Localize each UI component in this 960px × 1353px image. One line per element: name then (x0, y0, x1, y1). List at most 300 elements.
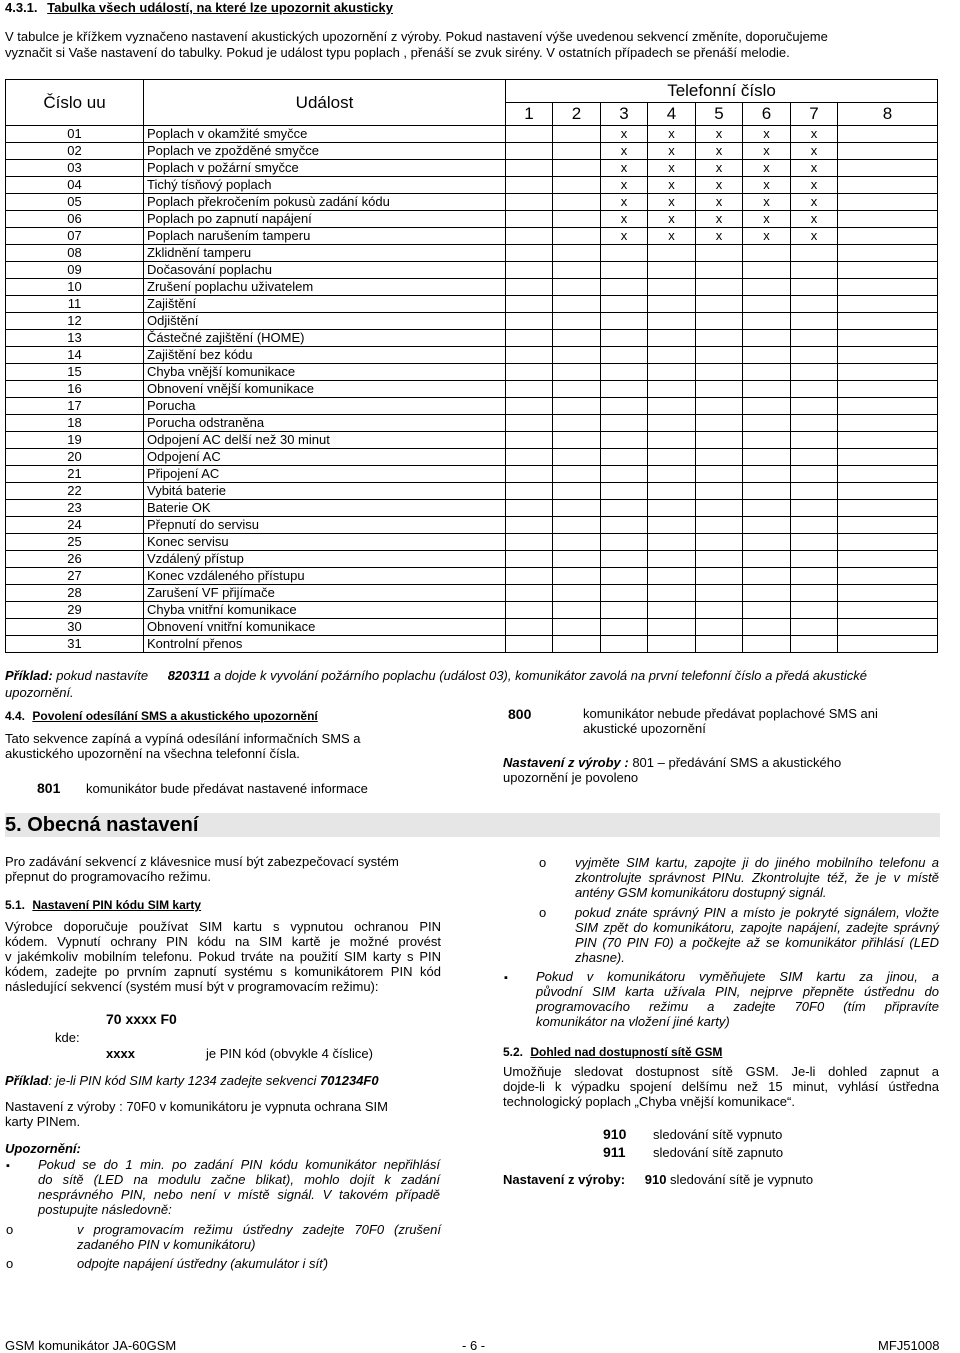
pin-factory-line: Nastavení z výroby : 70F0 v komunikátoru je vypnuta ochrana SIM (5, 1099, 388, 1114)
phone-mark-cell[interactable] (743, 500, 791, 517)
phone-mark-cell[interactable] (696, 551, 743, 568)
phone-mark-cell[interactable] (696, 466, 743, 483)
phone-mark-cell[interactable] (601, 398, 648, 415)
table-row (6, 585, 938, 602)
phone-mark-cell[interactable] (506, 636, 553, 653)
phone-mark-cell[interactable]: x (743, 194, 791, 211)
phone-mark-cell[interactable] (743, 262, 791, 279)
phone-mark-cell[interactable] (506, 466, 553, 483)
phone-mark-cell[interactable] (696, 432, 743, 449)
phone-mark-cell[interactable] (601, 619, 648, 636)
phone-mark-cell[interactable] (648, 279, 696, 296)
phone-mark-cell[interactable] (553, 551, 601, 568)
phone-mark-cell[interactable] (791, 262, 838, 279)
phone-mark-cell[interactable] (553, 500, 601, 517)
phone-mark-cell[interactable] (743, 364, 791, 381)
table-row (6, 466, 938, 483)
phone-mark-cell[interactable] (743, 347, 791, 364)
phone-mark-cell[interactable] (506, 177, 553, 194)
phone-mark-cell[interactable] (506, 534, 553, 551)
phone-mark-cell[interactable] (648, 364, 696, 381)
phone-mark-cell[interactable] (506, 347, 553, 364)
warning-line: nesprávného PIN, nebo není v místě signál. V takovém případě (38, 1187, 440, 1202)
phone-mark-cell[interactable] (791, 432, 838, 449)
phone-mark-cell[interactable] (743, 568, 791, 585)
right-step-line: SIM zpět do komunikátoru, zapojte napájení, zadejte správný (575, 920, 939, 935)
event-name: Zajištění (144, 296, 506, 313)
phone-mark-cell[interactable] (648, 398, 696, 415)
event-number: 29 (6, 602, 144, 619)
warning-line: Pokud se do 1 min. po zadání PIN kódu komunikátor nepřihlásí (38, 1157, 440, 1172)
phone-mark-cell[interactable] (838, 398, 938, 415)
warning-step-line: zadaného PIN v komunikátoru) (77, 1237, 256, 1252)
phone-mark-cell[interactable] (553, 636, 601, 653)
phone-mark-cell[interactable] (743, 398, 791, 415)
phone-mark-cell[interactable] (553, 296, 601, 313)
phone-mark-cell[interactable]: x (696, 177, 743, 194)
phone-mark-cell[interactable] (743, 517, 791, 534)
phone-mark-cell[interactable]: x (648, 143, 696, 160)
phone-mark-cell[interactable] (838, 347, 938, 364)
phone-mark-cell[interactable] (553, 364, 601, 381)
phone-mark-cell[interactable] (838, 245, 938, 262)
example-paragraph (5, 668, 940, 700)
gsm-line: dojde-li k výpadku spojení delšímu než 15 minut, vyhlásí ústředna (503, 1079, 939, 1094)
phone-mark-cell[interactable] (648, 296, 696, 313)
phone-mark-cell[interactable] (553, 534, 601, 551)
sms-section-number: 4.4. (5, 709, 26, 723)
phone-mark-cell[interactable] (838, 551, 938, 568)
phone-mark-cell[interactable] (601, 364, 648, 381)
phone-mark-cell[interactable] (601, 534, 648, 551)
phone-mark-cell[interactable] (838, 160, 938, 177)
phone-mark-cell[interactable] (648, 619, 696, 636)
event-number: 02 (6, 143, 144, 160)
table-row (6, 194, 938, 211)
phone-mark-cell[interactable]: x (791, 126, 838, 143)
phone-mark-cell[interactable] (696, 364, 743, 381)
phone-mark-cell[interactable] (506, 313, 553, 330)
phone-mark-cell[interactable]: x (601, 228, 648, 245)
table-row (6, 245, 938, 262)
phone-mark-cell[interactable]: x (696, 194, 743, 211)
phone-mark-cell[interactable] (791, 466, 838, 483)
phone-mark-cell[interactable] (791, 449, 838, 466)
phone-mark-cell[interactable] (791, 568, 838, 585)
phone-mark-cell[interactable] (838, 211, 938, 228)
phone-mark-cell[interactable] (696, 619, 743, 636)
phone-mark-cell[interactable] (696, 517, 743, 534)
phone-mark-cell[interactable] (553, 160, 601, 177)
phone-mark-cell[interactable]: x (743, 211, 791, 228)
phone-mark-cell[interactable] (506, 364, 553, 381)
phone-mark-cell[interactable] (601, 636, 648, 653)
bullet-square-icon: ▪ (6, 1160, 10, 1172)
phone-mark-cell[interactable] (601, 466, 648, 483)
phone-mark-cell[interactable] (553, 245, 601, 262)
event-number: 30 (6, 619, 144, 636)
phone-mark-cell[interactable] (791, 415, 838, 432)
phone-mark-cell[interactable] (838, 177, 938, 194)
phone-mark-cell[interactable] (553, 432, 601, 449)
general-intro-line: přepnut do programovacího režimu. (5, 869, 211, 884)
phone-mark-cell[interactable] (506, 602, 553, 619)
phone-mark-cell[interactable] (506, 143, 553, 160)
phone-mark-cell[interactable] (791, 347, 838, 364)
phone-mark-cell[interactable] (601, 279, 648, 296)
phone-mark-cell[interactable] (506, 262, 553, 279)
phone-mark-cell[interactable] (553, 585, 601, 602)
event-number: 26 (6, 551, 144, 568)
phone-mark-cell[interactable]: x (696, 228, 743, 245)
phone-mark-cell[interactable] (743, 296, 791, 313)
phone-mark-cell[interactable]: x (743, 177, 791, 194)
phone-mark-cell[interactable] (838, 262, 938, 279)
event-name: Přepnutí do servisu (144, 517, 506, 534)
phone-mark-cell[interactable] (601, 449, 648, 466)
phone-mark-cell[interactable] (838, 313, 938, 330)
phone-mark-cell[interactable] (648, 347, 696, 364)
phone-mark-cell[interactable] (648, 262, 696, 279)
phone-mark-cell[interactable] (601, 432, 648, 449)
phone-mark-cell[interactable] (838, 483, 938, 500)
phone-mark-cell[interactable] (838, 296, 938, 313)
phone-mark-cell[interactable] (648, 602, 696, 619)
phone-mark-cell[interactable]: x (791, 194, 838, 211)
phone-mark-cell[interactable] (791, 585, 838, 602)
event-number: 31 (6, 636, 144, 653)
gsm-section-number: 5.2. (503, 1045, 524, 1059)
phone-mark-cell[interactable] (553, 381, 601, 398)
phone-mark-cell[interactable] (791, 619, 838, 636)
phone-mark-cell[interactable] (506, 381, 553, 398)
phone-mark-cell[interactable] (791, 364, 838, 381)
phone-mark-cell[interactable] (838, 619, 938, 636)
table-row (6, 313, 938, 330)
phone-mark-cell[interactable] (838, 415, 938, 432)
phone-mark-cell[interactable] (506, 330, 553, 347)
phone-mark-cell[interactable] (743, 585, 791, 602)
phone-mark-cell[interactable] (838, 330, 938, 347)
phone-mark-cell[interactable] (838, 449, 938, 466)
phone-mark-cell[interactable] (506, 398, 553, 415)
text-800-line: akustické upozornění (583, 721, 706, 736)
phone-mark-cell[interactable] (648, 466, 696, 483)
phone-mark-cell[interactable] (601, 483, 648, 500)
phone-mark-cell[interactable]: x (791, 211, 838, 228)
phone-mark-cell[interactable] (553, 330, 601, 347)
phone-mark-cell[interactable] (838, 500, 938, 517)
phone-mark-cell[interactable] (743, 619, 791, 636)
phone-mark-cell[interactable] (743, 449, 791, 466)
event-number: 16 (6, 381, 144, 398)
pin-example-code: 701234F0 (320, 1073, 379, 1088)
phone-mark-cell[interactable] (506, 568, 553, 585)
event-name: Kontrolní přenos (144, 636, 506, 653)
phone-mark-cell[interactable] (743, 534, 791, 551)
phone-mark-cell[interactable] (648, 432, 696, 449)
phone-mark-cell[interactable] (743, 466, 791, 483)
phone-mark-cell[interactable] (743, 313, 791, 330)
phone-mark-cell[interactable] (601, 381, 648, 398)
phone-mark-cell[interactable] (743, 636, 791, 653)
phone-mark-cell[interactable] (648, 551, 696, 568)
phone-mark-cell[interactable] (506, 415, 553, 432)
phone-mark-cell[interactable] (838, 602, 938, 619)
phone-mark-cell[interactable]: x (696, 126, 743, 143)
phone-mark-cell[interactable] (648, 330, 696, 347)
phone-mark-cell[interactable] (743, 602, 791, 619)
phone-mark-cell[interactable] (506, 585, 553, 602)
phone-mark-cell[interactable] (506, 126, 553, 143)
phone-mark-cell[interactable] (696, 279, 743, 296)
phone-mark-cell[interactable] (791, 279, 838, 296)
phone-mark-cell[interactable] (553, 262, 601, 279)
phone-mark-cell[interactable] (553, 313, 601, 330)
phone-mark-cell[interactable] (601, 347, 648, 364)
phone-mark-cell[interactable] (553, 194, 601, 211)
phone-mark-cell[interactable] (506, 296, 553, 313)
phone-mark-cell[interactable] (696, 449, 743, 466)
sms-section-heading (5, 709, 318, 723)
phone-mark-cell[interactable]: x (601, 126, 648, 143)
phone-mark-cell[interactable] (506, 449, 553, 466)
phone-mark-cell[interactable] (601, 517, 648, 534)
phone-mark-cell[interactable] (601, 415, 648, 432)
phone-mark-cell[interactable] (791, 500, 838, 517)
phone-mark-cell[interactable] (648, 636, 696, 653)
phone-mark-cell[interactable] (506, 228, 553, 245)
phone-mark-cell[interactable] (838, 466, 938, 483)
phone-mark-cell[interactable] (696, 347, 743, 364)
phone-mark-cell[interactable] (791, 313, 838, 330)
phone-mark-cell[interactable] (648, 500, 696, 517)
phone-mark-cell[interactable]: x (601, 160, 648, 177)
phone-mark-cell[interactable] (553, 398, 601, 415)
phone-mark-cell[interactable]: x (743, 160, 791, 177)
phone-mark-cell[interactable] (553, 211, 601, 228)
phone-mark-cell[interactable] (838, 517, 938, 534)
phone-mark-cell[interactable] (838, 279, 938, 296)
phone-mark-cell[interactable] (553, 619, 601, 636)
phone-mark-cell[interactable] (743, 381, 791, 398)
phone-mark-cell[interactable] (791, 483, 838, 500)
phone-mark-cell[interactable]: x (743, 143, 791, 160)
phone-mark-cell[interactable] (838, 381, 938, 398)
table-row (6, 262, 938, 279)
phone-mark-cell[interactable] (791, 381, 838, 398)
phone-mark-cell[interactable] (601, 296, 648, 313)
table-row (6, 330, 938, 347)
phone-mark-cell[interactable] (648, 449, 696, 466)
phone-mark-cell[interactable] (506, 211, 553, 228)
phone-mark-cell[interactable]: x (696, 211, 743, 228)
phone-mark-cell[interactable] (791, 245, 838, 262)
phone-mark-cell[interactable] (791, 534, 838, 551)
phone-mark-cell[interactable] (553, 415, 601, 432)
phone-mark-cell[interactable] (506, 500, 553, 517)
phone-mark-cell[interactable] (791, 330, 838, 347)
phone-mark-cell[interactable] (553, 279, 601, 296)
phone-mark-cell[interactable] (553, 143, 601, 160)
code-910: 910 (603, 1126, 627, 1142)
section-number: 4.3.1. (5, 0, 38, 15)
phone-mark-cell[interactable] (838, 194, 938, 211)
phone-mark-cell[interactable] (838, 432, 938, 449)
phone-mark-cell[interactable] (696, 296, 743, 313)
phone-mark-cell[interactable]: x (648, 177, 696, 194)
phone-mark-cell[interactable] (601, 313, 648, 330)
phone-mark-cell[interactable] (743, 432, 791, 449)
phone-mark-cell[interactable] (743, 330, 791, 347)
phone-mark-cell[interactable] (553, 449, 601, 466)
phone-mark-cell[interactable] (506, 483, 553, 500)
phone-mark-cell[interactable] (648, 415, 696, 432)
phone-mark-cell[interactable] (838, 228, 938, 245)
phone-mark-cell[interactable] (696, 245, 743, 262)
phone-mark-cell[interactable] (696, 534, 743, 551)
phone-mark-cell[interactable]: x (743, 126, 791, 143)
phone-mark-cell[interactable]: x (791, 160, 838, 177)
phone-mark-cell[interactable]: x (648, 211, 696, 228)
phone-mark-cell[interactable] (838, 126, 938, 143)
phone-mark-cell[interactable] (553, 602, 601, 619)
phone-mark-cell[interactable] (506, 245, 553, 262)
phone-mark-cell[interactable] (648, 381, 696, 398)
phone-mark-cell[interactable] (601, 330, 648, 347)
table-row (6, 432, 938, 449)
warning-line: postupujte následovně: (38, 1202, 172, 1217)
phone-mark-cell[interactable] (838, 364, 938, 381)
phone-mark-cell[interactable] (553, 517, 601, 534)
phone-mark-cell[interactable]: x (601, 211, 648, 228)
text-910: sledování sítě vypnuto (653, 1127, 783, 1142)
phone-mark-cell[interactable] (696, 602, 743, 619)
phone-mark-cell[interactable]: x (648, 126, 696, 143)
table-row (6, 500, 938, 517)
example-code: 820311 (167, 668, 211, 683)
phone-mark-cell[interactable] (506, 619, 553, 636)
phone-mark-cell[interactable] (648, 585, 696, 602)
phone-mark-cell[interactable] (553, 568, 601, 585)
phone-mark-cell[interactable] (696, 568, 743, 585)
phone-mark-cell[interactable] (601, 568, 648, 585)
phone-mark-cell[interactable] (601, 551, 648, 568)
phone-mark-cell[interactable] (553, 466, 601, 483)
phone-mark-cell[interactable] (696, 585, 743, 602)
text-800-line: komunikátor nebude předávat poplachové SMS ani (583, 706, 878, 721)
event-number: 25 (6, 534, 144, 551)
phone-mark-cell[interactable] (506, 160, 553, 177)
phone-mark-cell[interactable]: x (791, 177, 838, 194)
phone-mark-cell[interactable] (838, 568, 938, 585)
event-number: 07 (6, 228, 144, 245)
phone-mark-cell[interactable] (601, 585, 648, 602)
phone-mark-cell[interactable] (601, 500, 648, 517)
phone-mark-cell[interactable] (791, 636, 838, 653)
phone-mark-cell[interactable] (553, 177, 601, 194)
phone-mark-cell[interactable] (601, 262, 648, 279)
phone-mark-cell[interactable]: x (601, 194, 648, 211)
event-number: 13 (6, 330, 144, 347)
phone-mark-cell[interactable] (838, 585, 938, 602)
phone-mark-cell[interactable] (791, 296, 838, 313)
phone-mark-cell[interactable] (648, 568, 696, 585)
phone-mark-cell[interactable] (601, 245, 648, 262)
phone-mark-cell[interactable] (696, 483, 743, 500)
phone-mark-cell[interactable] (553, 126, 601, 143)
phone-mark-cell[interactable] (648, 534, 696, 551)
phone-mark-cell[interactable] (601, 602, 648, 619)
phone-mark-cell[interactable] (648, 483, 696, 500)
phone-mark-cell[interactable] (743, 551, 791, 568)
phone-mark-cell[interactable] (838, 534, 938, 551)
phone-mark-cell[interactable] (696, 398, 743, 415)
phone-mark-cell[interactable] (838, 143, 938, 160)
gsm-factory-setting (503, 1172, 813, 1187)
phone-mark-cell[interactable] (696, 381, 743, 398)
phone-mark-cell[interactable] (506, 194, 553, 211)
gsm-section-title: Dohled nad dostupností sítě GSM (530, 1045, 723, 1059)
phone-mark-cell[interactable] (648, 517, 696, 534)
phone-mark-cell[interactable] (743, 483, 791, 500)
phone-mark-cell[interactable] (506, 279, 553, 296)
phone-mark-cell[interactable] (743, 245, 791, 262)
phone-mark-cell[interactable] (648, 245, 696, 262)
phone-mark-cell[interactable] (743, 415, 791, 432)
phone-mark-cell[interactable] (838, 636, 938, 653)
pin-factory-setting (5, 1099, 441, 1129)
warning-step-2: odpojte napájení ústředny (akumulátor i síť) (77, 1256, 329, 1271)
phone-mark-cell[interactable] (553, 228, 601, 245)
phone-mark-cell[interactable]: x (791, 228, 838, 245)
phone-mark-cell[interactable]: x (648, 228, 696, 245)
page-number: - 6 - (462, 1338, 486, 1353)
phone-mark-cell[interactable] (696, 415, 743, 432)
phone-mark-cell[interactable] (553, 483, 601, 500)
phone-mark-cell[interactable]: x (648, 160, 696, 177)
phone-mark-cell[interactable] (791, 551, 838, 568)
phone-mark-cell[interactable]: x (743, 228, 791, 245)
event-name: Poplach překročením pokusù zadání kódu (144, 194, 506, 211)
phone-mark-cell[interactable]: x (601, 177, 648, 194)
phone-mark-cell[interactable] (506, 517, 553, 534)
phone-mark-cell[interactable] (696, 262, 743, 279)
phone-mark-cell[interactable]: x (648, 194, 696, 211)
footer-right: MFJ51008 (878, 1338, 940, 1353)
phone-mark-cell[interactable]: x (601, 143, 648, 160)
phone-mark-cell[interactable] (506, 551, 553, 568)
pin-section-title: Nastavení PIN kódu SIM karty (32, 898, 202, 912)
phone-mark-cell[interactable] (791, 517, 838, 534)
phone-mark-cell[interactable] (648, 313, 696, 330)
intro-line: V tabulce je křížkem vyznačeno nastavení akustických upozornění z výroby. Pokud nastavení výše uvedenou sekvencí změníte, doporučujeme (5, 29, 828, 44)
text-800 (583, 706, 933, 736)
phone-mark-cell[interactable] (696, 500, 743, 517)
phone-mark-cell[interactable]: x (696, 143, 743, 160)
phone-mark-cell[interactable] (696, 313, 743, 330)
phone-mark-cell[interactable]: x (696, 160, 743, 177)
phone-mark-cell[interactable] (553, 347, 601, 364)
phone-mark-cell[interactable] (506, 432, 553, 449)
right-step-line: antény GSM komunikátoru dostupný signál. (575, 885, 827, 900)
phone-mark-cell[interactable] (696, 330, 743, 347)
phone-mark-cell[interactable] (791, 602, 838, 619)
phone-mark-cell[interactable] (696, 636, 743, 653)
phone-mark-cell[interactable] (791, 398, 838, 415)
phone-mark-cell[interactable]: x (791, 143, 838, 160)
phone-mark-cell[interactable] (743, 279, 791, 296)
